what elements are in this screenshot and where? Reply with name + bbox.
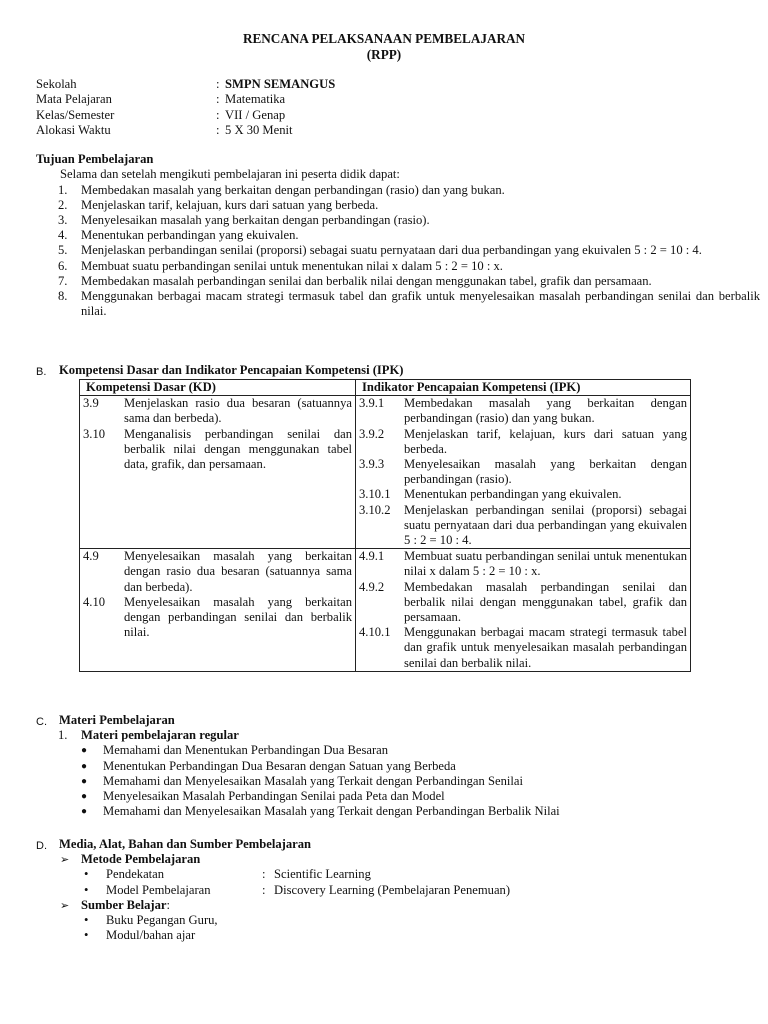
metode-heading-text: Metode Pembelajaran (81, 852, 201, 867)
item-text: Menjelaskan tarif, kelajuan, kurs dari satuan yang berbeda. (81, 197, 379, 212)
ipk-text: Menentukan perbandingan yang ekuivalen. (404, 487, 622, 502)
list-item (36, 789, 756, 804)
list-item (36, 274, 760, 289)
document-subtitle: (RPP) (366, 47, 402, 62)
metode-colon: : (262, 882, 266, 897)
item-number: 7. (58, 273, 68, 288)
square-bullet-icon: • (84, 882, 89, 897)
list-item (36, 183, 760, 198)
sub-heading-text: Materi pembelajaran regular (81, 728, 239, 743)
kd-number: 3.10 (83, 426, 106, 441)
sumber-heading (36, 898, 756, 913)
kd-number: 3.9 (83, 396, 99, 411)
item-number: 2. (58, 197, 68, 212)
info-value: Matematika (225, 92, 286, 107)
ipk-item (359, 487, 687, 502)
materi-subheading (36, 728, 756, 743)
ipk-item (359, 427, 687, 457)
info-label: Alokasi Waktu (36, 123, 111, 138)
list-item (36, 759, 756, 774)
sumber-row (36, 913, 756, 928)
ipk-number: 3.10.2 (359, 502, 391, 517)
ipk-cell (356, 396, 691, 549)
kd-cell (80, 396, 356, 549)
item-number: 6. (58, 258, 68, 273)
item-text: Membedakan masalah yang berkaitan dengan perbandingan (rasio) dan yang bukan. (81, 182, 505, 197)
section-letter-b: B. (36, 366, 47, 378)
dot-bullet-icon: ● (81, 760, 88, 772)
item-text: Menyelesaikan Masalah Perbandingan Senilai pada Peta dan Model (103, 789, 445, 804)
kd-number: 4.10 (83, 594, 106, 609)
item-text: Menentukan Perbandingan Dua Besaran dengan Satuan yang Berbeda (103, 758, 456, 773)
ipk-text: Menggunakan berbagai macam strategi termasuk tabel dan grafik untuk menyelesaikan masalah perbandingan senilai dan berbalik nilai. (404, 625, 687, 670)
column-header-ipk: Indikator Pencapaian Kompetensi (IPK) (356, 380, 691, 396)
arrowhead-bullet-icon: ➢ (60, 898, 70, 912)
document-title: RENCANA PELAKSANAAN PEMBELAJARAN (242, 31, 526, 46)
item-text: Menjelaskan perbandingan senilai (proporsi) sebagai suatu pernyataan dari dua perbandingan yang ekuivalen 5 : 2 = 10 : 4. (81, 243, 702, 258)
list-item (36, 289, 760, 319)
kd-text: Menyelesaikan masalah yang berkaitan dengan rasio dua besaran (satuannya sama dan berbeda). (124, 549, 352, 594)
item-text: Memahami dan Menentukan Perbandingan Dua Besaran (103, 743, 389, 758)
metode-heading (36, 852, 756, 867)
ipk-text: Membedakan masalah perbandingan senilai dan berbalik nilai dengan menggunakan tabel, grafik dan persamaan. (404, 579, 687, 625)
list-item (36, 198, 760, 213)
item-text: Membuat suatu perbandingan senilai untuk menentukan nilai x dalam 5 : 2 = 10 : x. (81, 258, 503, 273)
item-number: 5. (58, 243, 68, 258)
materi-section (36, 713, 756, 819)
info-row-alokasi (36, 123, 636, 138)
item-number: 4. (58, 228, 68, 243)
info-label: Sekolah (36, 77, 77, 91)
sumber-row (36, 928, 756, 943)
kd-text: Menyelesaikan masalah yang berkaitan dengan perbandingan senilai dan berbalik nilai. (124, 594, 352, 640)
item-text: Menyelesaikan masalah yang berkaitan dengan perbandingan (rasio). (81, 213, 430, 227)
list-item (36, 228, 760, 243)
ipk-number: 4.9.1 (359, 549, 385, 564)
sumber-item: Modul/bahan ajar (106, 928, 196, 943)
info-label: Kelas/Semester (36, 107, 115, 122)
info-row-mapel (36, 92, 636, 107)
info-row-kelas (36, 108, 636, 123)
metode-row (36, 883, 756, 898)
ipk-item (359, 457, 687, 487)
square-bullet-icon: • (84, 928, 89, 943)
arrowhead-bullet-icon: ➢ (60, 853, 70, 867)
ipk-item (359, 625, 687, 671)
list-item (36, 774, 756, 789)
ipk-number: 3.10.1 (359, 487, 391, 502)
square-bullet-icon: • (84, 912, 89, 927)
metode-key: Pendekatan (106, 867, 165, 882)
materi-heading: Materi Pembelajaran (59, 713, 175, 727)
info-colon: : (216, 77, 220, 91)
tujuan-section (36, 152, 760, 319)
metode-value: Discovery Learning (Pembelajaran Penemuan) (274, 882, 511, 897)
section-letter-d: D. (36, 840, 47, 852)
item-number: 8. (58, 289, 68, 304)
kd-cell (80, 549, 356, 672)
tujuan-heading: Tujuan Pembelajaran (36, 152, 154, 166)
ipk-number: 4.10.1 (359, 625, 391, 640)
column-header-kd: Kompetensi Dasar (KD) (80, 380, 356, 396)
sumber-heading-text: Sumber Belajar (81, 897, 167, 912)
kompetensi-heading: Kompetensi Dasar dan Indikator Pencapaian Kompetensi (IPK) (59, 363, 404, 377)
info-value: VII / Genap (225, 107, 286, 122)
ipk-text: Membuat suatu perbandingan senilai untuk menentukan nilai x dalam 5 : 2 = 10 : x. (404, 549, 687, 579)
item-number: 1. (58, 182, 68, 197)
item-text: Menentukan perbandingan yang ekuivalen. (81, 228, 299, 243)
ipk-text: Menyelesaikan masalah yang berkaitan dengan perbandingan (rasio). (404, 457, 687, 487)
ipk-number: 3.9.3 (359, 457, 385, 472)
dot-bullet-icon: ● (81, 791, 88, 803)
identity-block (36, 77, 636, 139)
table-row (80, 549, 691, 672)
sub-number: 1. (58, 728, 68, 743)
dot-bullet-icon: ● (81, 745, 88, 757)
info-row-sekolah (36, 77, 636, 92)
item-text: Memahami dan Menyelesaikan Masalah yang Terkait dengan Perbandingan Berbalik Nilai (103, 804, 560, 819)
ipk-item (359, 580, 687, 626)
media-heading: Media, Alat, Bahan dan Sumber Pembelajaran (59, 837, 312, 851)
ipk-number: 3.9.1 (359, 396, 385, 411)
kompetensi-table (79, 379, 691, 672)
list-item (36, 743, 756, 758)
list-item (36, 243, 760, 258)
table-row (80, 396, 691, 549)
kd-item (83, 595, 352, 641)
item-text: Membedakan masalah perbandingan senilai dan berbalik nilai dengan menggunakan tabel, grafik dan persamaan. (81, 273, 652, 288)
table-header-row (80, 380, 691, 396)
info-colon: : (216, 92, 220, 107)
materi-list (36, 743, 756, 819)
kd-item (83, 396, 352, 426)
dot-bullet-icon: ● (81, 806, 88, 818)
dot-bullet-icon: ● (81, 775, 88, 787)
ipk-text: Membedakan masalah yang berkaitan dengan perbandingan (rasio) dan yang bukan. (404, 396, 687, 426)
list-item (36, 804, 756, 819)
ipk-item (359, 503, 687, 549)
list-item (36, 213, 760, 228)
tujuan-list (36, 183, 760, 320)
info-colon: : (216, 123, 220, 138)
kd-number: 4.9 (83, 549, 99, 564)
media-section (36, 837, 756, 943)
kd-text: Menjelaskan rasio dua besaran (satuannya sama dan berbeda). (124, 396, 352, 426)
ipk-text: Menjelaskan tarif, kelajuan, kurs dari satuan yang berbeda. (404, 426, 687, 456)
ipk-number: 4.9.2 (359, 579, 385, 594)
ipk-text: Menjelaskan perbandingan senilai (proporsi) sebagai suatu pernyataan dari dua perbandingan yang ekuivalen 5 : 2 = 10 : 4. (404, 502, 687, 548)
metode-colon: : (262, 867, 266, 882)
info-colon: : (216, 107, 220, 122)
metode-key: Model Pembelajaran (106, 882, 211, 897)
info-label: Mata Pelajaran (36, 92, 112, 107)
metode-row (36, 867, 756, 882)
list-item (36, 259, 760, 274)
sumber-item: Buku Pegangan Guru, (106, 912, 218, 927)
info-value: 5 X 30 Menit (225, 123, 293, 138)
item-number: 3. (58, 213, 68, 227)
tujuan-intro: Selama dan setelah mengikuti pembelajaran ini peserta didik dapat: (60, 167, 400, 182)
ipk-number: 3.9.2 (359, 426, 385, 441)
metode-value: Scientific Learning (274, 867, 371, 882)
ipk-item (359, 549, 687, 579)
kd-text: Menganalisis perbandingan senilai dan berbalik nilai dengan menggunakan tabel data, grafik, dan persamaan. (124, 426, 352, 472)
sumber-colon: : (166, 897, 170, 912)
ipk-cell (356, 549, 691, 672)
kd-item (83, 427, 352, 473)
ipk-item (359, 396, 687, 426)
section-letter-c: C. (36, 716, 47, 728)
info-value: SMPN SEMANGUS (225, 77, 336, 91)
kd-item (83, 549, 352, 595)
item-text: Menggunakan berbagai macam strategi termasuk tabel dan grafik untuk menyelesaikan masalah perbandingan senilai dan berbalik nilai. (81, 289, 760, 319)
item-text: Memahami dan Menyelesaikan Masalah yang Terkait dengan Perbandingan Senilai (103, 773, 523, 788)
square-bullet-icon: • (84, 867, 89, 882)
